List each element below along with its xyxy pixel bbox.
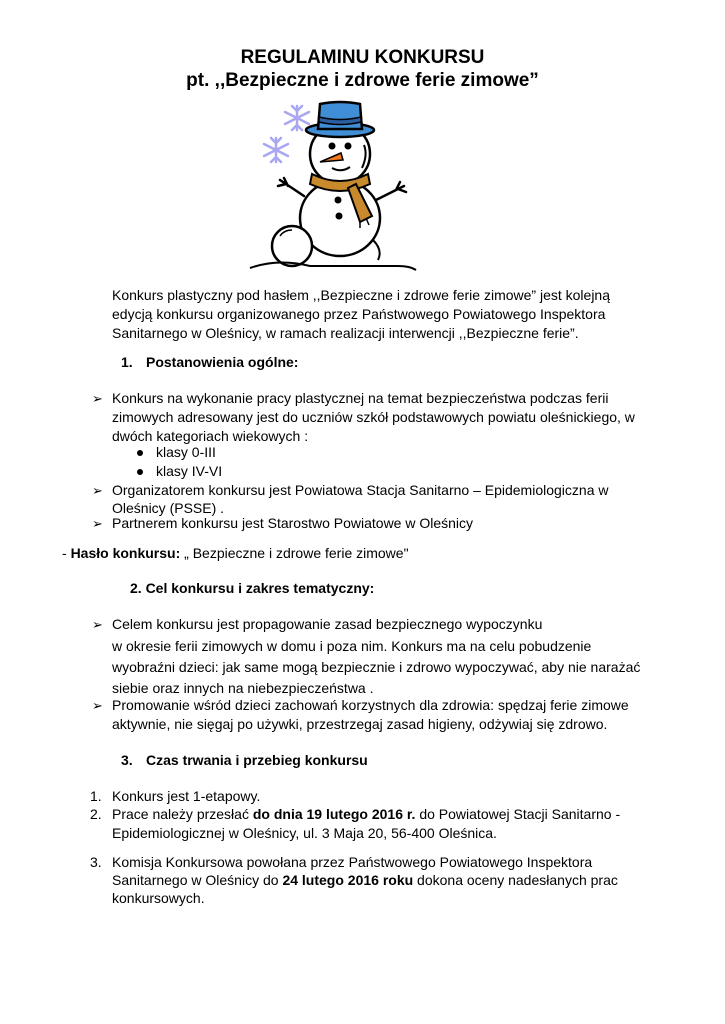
category-item: klasy IV-VI	[156, 463, 223, 479]
bullet-icon	[137, 450, 143, 456]
section-2-heading: 2. Cel konkursu i zakres tematyczny:	[130, 580, 375, 596]
s2-item1-line1: Celem konkursu jest propagowanie zasad bezpiecznego wypoczynku	[112, 616, 543, 632]
s1-item3: Partnerem konkursu jest Starostwo Powiatowe w Oleśnicy	[112, 515, 474, 531]
document-title: REGULAMINU KONKURSU	[240, 47, 485, 68]
category-item: klasy 0-III	[156, 444, 216, 460]
s3-item2-line1	[112, 805, 669, 824]
snowflake-icon	[264, 138, 288, 162]
s3-item3-line3: konkursowych.	[112, 890, 205, 906]
list-number: 1.	[90, 788, 102, 804]
s2-item1-line3: wyobraźni dzieci: jak same mogą bezpiecznie i zdrowo wypoczywać, aby nie narażać	[112, 659, 641, 675]
s3-item2-deadline: do dnia 19 lutego 2016 r.	[252, 806, 416, 822]
list-number: 3.	[90, 854, 102, 870]
arrow-bullet-icon: ➢	[92, 516, 103, 531]
s1-item2-line1: Organizatorem konkursu jest Powiatowa Stacja Sanitarno – Epidemiologiczna w	[112, 482, 609, 498]
s3-item1: Konkurs jest 1-etapowy.	[112, 788, 261, 804]
s3-item3-line2	[112, 871, 669, 890]
section-3-number: 3.	[121, 752, 133, 768]
intro-line-3: Sanitarnego w Oleśnicy, w ramach realizacji interwencji ,,Bezpieczne ferie”.	[112, 325, 579, 341]
intro-line-1: Konkurs plastyczny pod hasłem ,,Bezpieczne i zdrowe ferie zimowe” jest kolejną	[112, 287, 611, 303]
arrow-bullet-icon: ➢	[92, 391, 103, 406]
intro-line-2: edycją konkursu organizowanego przez Państwowego Powiatowego Inspektora	[112, 306, 606, 322]
s1-item1-line2: zimowych adresowany jest do uczniów szkół podstawowych powiatu oleśnickiego, w	[112, 409, 635, 425]
arrow-bullet-icon: ➢	[92, 698, 103, 713]
s2-item2-line2: aktywnie, nie sięgaj po używki, przestrzegaj zasad higieny, odżywiaj się zdrowo.	[112, 716, 608, 732]
s3-item3-date: 24 lutego 2016 roku	[282, 872, 414, 888]
slogan-label: Hasło konkursu:	[70, 545, 181, 561]
snowflake-icon	[285, 106, 309, 130]
slogan-value: „ Bezpieczne i zdrowe ferie zimowe"	[180, 545, 409, 561]
snowman-illustration	[248, 100, 418, 272]
s2-item1-line4: siebie oraz innych na niebezpieczeństwa .	[112, 680, 374, 696]
list-number: 2.	[90, 806, 102, 822]
document-subtitle: pt. ,,Bezpieczne i zdrowe ferie zimowe”	[186, 70, 539, 91]
section-1-heading: Postanowienia ogólne:	[146, 354, 299, 370]
s1-item1-line3: dwóch kategoriach wiekowych :	[112, 428, 309, 444]
arrow-bullet-icon: ➢	[92, 483, 103, 498]
s3-item2-before: Prace należy przesłać	[112, 806, 253, 822]
s3-item3-after: dokona oceny nadesłanych prac	[413, 872, 618, 888]
section-1-number: 1.	[121, 354, 133, 370]
s1-item2-line2: Oleśnicy (PSSE) .	[112, 500, 225, 516]
arrow-bullet-icon: ➢	[92, 617, 103, 632]
s3-item2-after: do Powiatowej Stacji Sanitarno -	[415, 806, 621, 822]
s3-item2-line2: Epidemiologicznej w Oleśnicy, ul. 3 Maja 20, 56-400 Oleśnica.	[112, 825, 497, 841]
s3-item3-line1: Komisja Konkursowa powołana przez Państwowego Powiatowego Inspektora	[112, 854, 593, 870]
section-3-heading: Czas trwania i przebieg konkursu	[146, 752, 368, 768]
s2-item1-line2: w okresie ferii zimowych w domu i poza nim. Konkurs ma na celu pobudzenie	[112, 638, 592, 654]
bullet-icon	[137, 469, 143, 475]
slogan-prefix: -	[62, 545, 71, 561]
s2-item2-line1: Promowanie wśród dzieci zachowań korzystnych dla zdrowia: spędzaj ferie zimowe	[112, 697, 629, 713]
slogan-line	[62, 544, 409, 563]
s1-item1-line1: Konkurs na wykonanie pracy plastycznej na temat bezpieczeństwa podczas ferii	[112, 390, 609, 406]
s3-item3-before: Sanitarnego w Oleśnicy do	[112, 872, 283, 888]
